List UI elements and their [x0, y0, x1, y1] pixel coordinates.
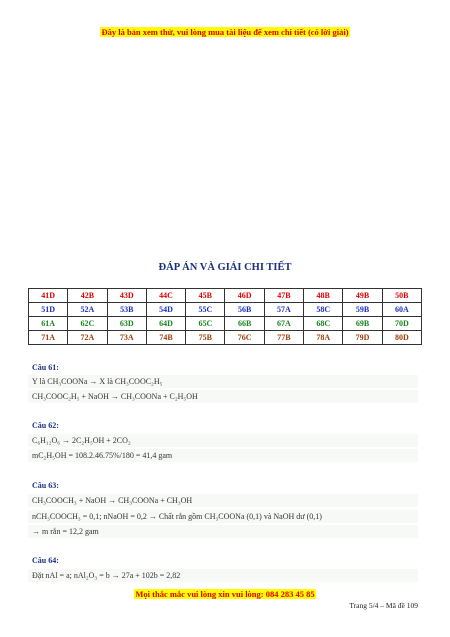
answer-cell: 55C: [186, 303, 225, 317]
question-62-heading: Câu 62:: [32, 421, 59, 430]
question-62-line: C₆H₁₂O₆ → 2C₂H₅OH + 2CO₂: [28, 434, 418, 447]
answer-cell: 48B: [304, 289, 343, 303]
answer-row: [29, 331, 422, 345]
question-62-line: mC₂H₅OH = 108.2.46.75%/180 = 41,4 gam: [28, 449, 418, 462]
answer-cell: 49B: [343, 289, 382, 303]
contact-text: Mọi thắc mắc vui lòng xin vui lòng: 084 283 45 85: [135, 589, 315, 599]
question-63-line: nCH₃COOCH₃ = 0,1; nNaOH = 0,2 → Chất rắn gồm CH₃COONa (0,1) và NaOH dư (0,1): [28, 510, 418, 523]
answer-cell: 50B: [382, 289, 421, 303]
answer-cell: 43D: [107, 289, 146, 303]
page-footer: Trang 5/4 – Mã đề 109: [349, 601, 418, 610]
answer-cell: 47B: [264, 289, 303, 303]
answer-cell: 71A: [29, 331, 68, 345]
question-61-line: Y là CH₃COONa → X là CH₃COOC₂H₅: [28, 375, 418, 388]
contact-banner: [0, 589, 450, 599]
preview-notice-banner: [0, 27, 450, 37]
question-64-line: Đặt nAl = a; nAl₂O₃ = b → 27a + 102b = 2,82: [28, 569, 418, 582]
answer-row: [29, 289, 422, 303]
answer-cell: 78A: [304, 331, 343, 345]
answer-cell: 57A: [264, 303, 303, 317]
answer-cell: 45B: [186, 289, 225, 303]
answer-cell: 51D: [29, 303, 68, 317]
answer-cell: 69B: [343, 317, 382, 331]
answer-cell: 59B: [343, 303, 382, 317]
answer-cell: 58C: [304, 303, 343, 317]
answer-cell: 75B: [186, 331, 225, 345]
answer-cell: 77B: [264, 331, 303, 345]
answer-cell: 67A: [264, 317, 303, 331]
page-title: ĐÁP ÁN VÀ GIẢI CHI TIẾT: [158, 262, 292, 273]
answer-cell: 60A: [382, 303, 421, 317]
answer-cell: 73A: [107, 331, 146, 345]
question-63-line: CH₃COOCH₃ + NaOH → CH₃COONa + CH₃OH: [28, 494, 418, 507]
answer-cell: 72A: [68, 331, 107, 345]
answer-cell: 44C: [146, 289, 185, 303]
question-63-heading: Câu 63:: [32, 481, 59, 490]
answer-cell: 61A: [29, 317, 68, 331]
answer-cell: 76C: [225, 331, 264, 345]
answer-cell: 66B: [225, 317, 264, 331]
answer-cell: 46D: [225, 289, 264, 303]
question-64-heading: Câu 64:: [32, 556, 59, 565]
preview-notice-text: Đây là bản xem thử, vui lòng mua tài liệu để xem chi tiết (có lời giải): [101, 27, 349, 37]
question-61-heading: Câu 61:: [32, 363, 59, 372]
answer-cell: 53B: [107, 303, 146, 317]
question-63-line: → m rắn = 12,2 gam: [28, 525, 418, 538]
answer-cell: 68C: [304, 317, 343, 331]
answer-cell: 74B: [146, 331, 185, 345]
answer-cell: 54D: [146, 303, 185, 317]
answer-cell: 52A: [68, 303, 107, 317]
answer-cell: 70D: [382, 317, 421, 331]
answer-cell: 64D: [146, 317, 185, 331]
question-61-line: CH₃COOC₂H₅ + NaOH → CH₃COONa + C₂H₅OH: [28, 390, 418, 403]
answer-cell: 41D: [29, 289, 68, 303]
answer-row: [29, 317, 422, 331]
answer-row: [29, 303, 422, 317]
answer-cell: 79D: [343, 331, 382, 345]
answer-cell: 65C: [186, 317, 225, 331]
answer-cell: 62C: [68, 317, 107, 331]
answer-cell: 80D: [382, 331, 421, 345]
answer-cell: 63D: [107, 317, 146, 331]
answer-cell: 42B: [68, 289, 107, 303]
answer-key-table: [28, 288, 422, 345]
answer-cell: 56B: [225, 303, 264, 317]
